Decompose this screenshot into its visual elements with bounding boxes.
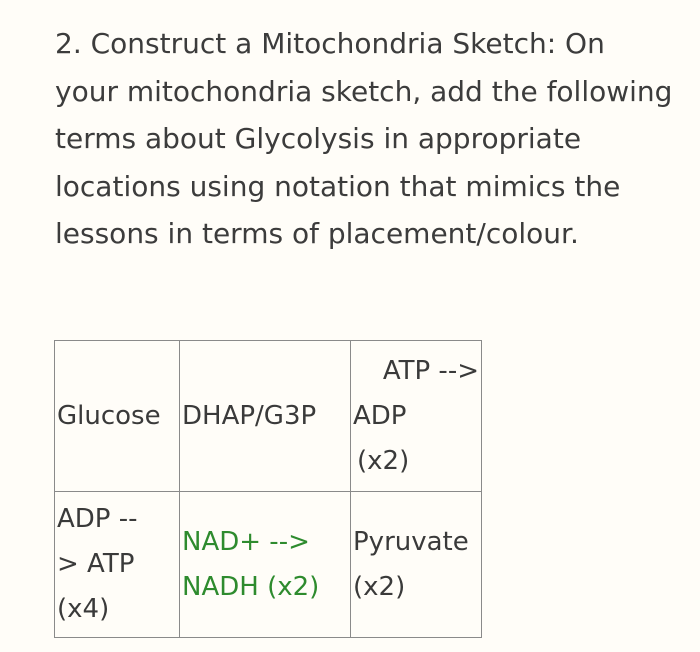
cell-line: ADP <box>353 400 407 431</box>
table-row <box>55 341 482 492</box>
cell-line: ATP --> <box>382 355 479 386</box>
table-cell-nad-nadh <box>180 492 351 638</box>
question-text: 2. Construct a Mitochondria Sketch: On your mitochondria sketch, add the following terms about Glycolysis in appropriate locations using notation that mimics the lessons in terms of placement/colour. <box>55 27 673 250</box>
cell-line: NAD+ --> <box>182 526 310 557</box>
cell-line: ADP -- <box>57 504 138 534</box>
table-cell-atp-adp <box>351 341 482 492</box>
table-cell-adp-atp <box>55 492 180 638</box>
table-cell-dhap-g3p: DHAP/G3P <box>180 341 351 492</box>
cell-line: NADH (x2) <box>182 571 320 602</box>
cell-line: (x2) <box>357 445 410 476</box>
cell-line: (x2) <box>353 571 406 602</box>
table-row <box>55 492 482 638</box>
cell-line: Pyruvate <box>353 526 469 557</box>
cell-line: (x4) <box>57 594 110 624</box>
glycolysis-terms-table <box>54 340 482 638</box>
table-cell-pyruvate <box>351 492 482 638</box>
cell-line: > ATP <box>57 549 135 579</box>
table-cell-glucose: Glucose <box>55 341 180 492</box>
